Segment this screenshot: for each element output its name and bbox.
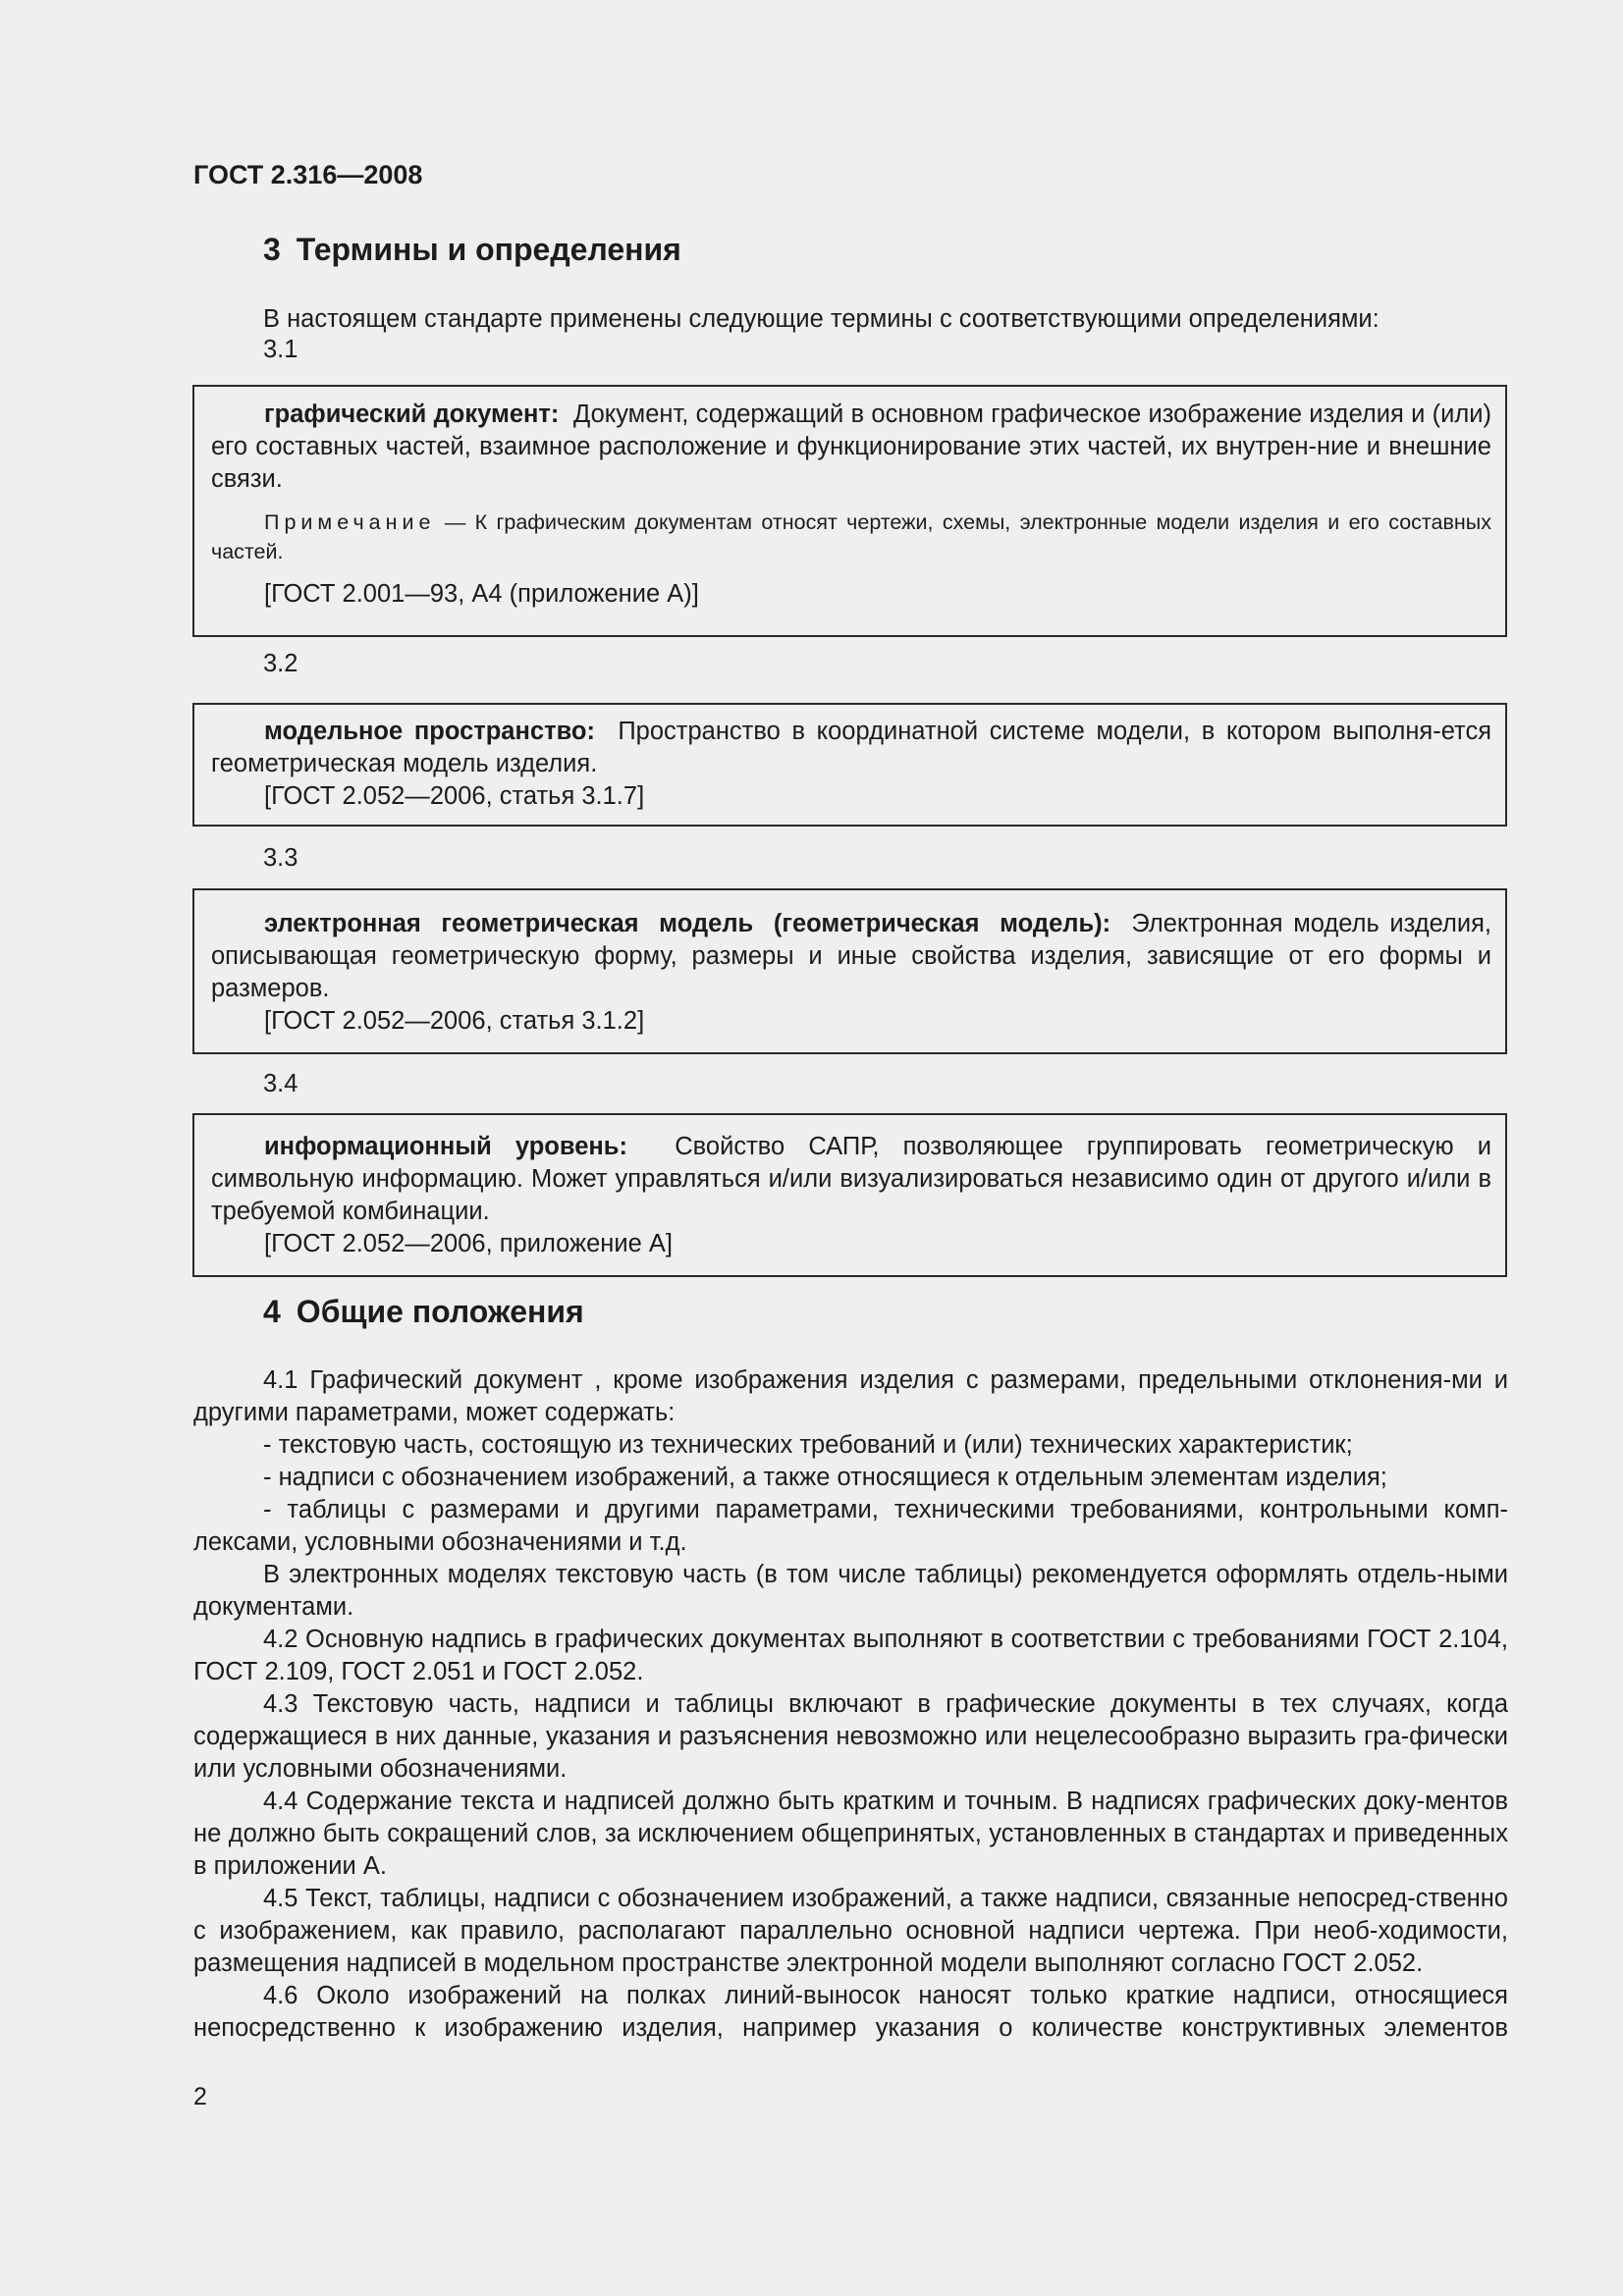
section-4-heading [263, 1294, 584, 1330]
list-item: - таблицы с размерами и другими параметрами, техническими требованиями, контрольными комп-лексами, условными обозначениями и т.д. [193, 1496, 1508, 1556]
term-3-3-term: электронная геометрическая модель (геометрическая модель): [264, 910, 1111, 937]
term-3-2-number: 3.2 [263, 650, 298, 677]
term-3-4-definition [211, 1131, 1491, 1228]
section-4-title: Общие положения [296, 1294, 584, 1329]
term-3-1-source: [ГОСТ 2.001—93, А4 (приложение А)] [264, 580, 699, 608]
term-3-2-box [192, 703, 1507, 827]
section-3-title: Термины и определения [296, 232, 681, 267]
paragraph-4-5: 4.5 Текст, таблицы, надписи с обозначением изображений, а также надписи, связанные непосред-ственно с изображением, как правило, располагают параллельно основной надписи чертежа. При необ-ходимости, размещения надписей в модельном пространстве электронной модели выполняют согласно ГОСТ 2.052. [193, 1885, 1508, 1977]
section-3-heading [263, 232, 681, 268]
term-3-2-term: модельное пространство: [264, 718, 595, 745]
term-3-3-number: 3.3 [263, 844, 298, 872]
term-3-4-term: информационный уровень: [264, 1133, 627, 1160]
term-3-1-definition [211, 399, 1491, 496]
term-3-2-text: Пространство в координатной системе модели, в котором выполня-ется геометрическая модель изделия. [211, 718, 1492, 777]
term-3-1-term: графический документ: [264, 400, 560, 428]
term-3-4-text: Свойство САПР, позволяющее группировать геометрическую и символьную информацию. Может управляться и/или визуализироваться независимо один от другого и/или в требуемой комбинации. [211, 1133, 1491, 1225]
section-4-body [193, 1364, 1508, 2045]
page-number: 2 [193, 2083, 207, 2110]
term-3-4-box [192, 1113, 1507, 1277]
paragraph-4-4: 4.4 Содержание текста и надписей должно быть кратким и точным. В надписях графических доку-ментов не должно быть сокращений слов, за исключением общепринятых, установленных в стандартах и приведенных в приложении А. [193, 1788, 1508, 1880]
term-3-3-source: [ГОСТ 2.052—2006, статья 3.1.2] [264, 1007, 645, 1035]
paragraph-4-1-b: В электронных моделях текстовую часть (в том числе таблицы) рекомендуется оформлять отдель-ными документами. [193, 1561, 1508, 1621]
list-item: - текстовую часть, состоящую из технических требований и (или) технических характеристик; [263, 1431, 1353, 1459]
term-3-3-definition [211, 908, 1491, 1005]
term-3-3-box [192, 888, 1507, 1054]
term-3-1-box [192, 385, 1507, 637]
term-3-2-definition [211, 716, 1491, 780]
section-4-number: 4 [263, 1294, 281, 1329]
note-label: Примечание [264, 510, 436, 534]
paragraph-4-3: 4.3 Текстовую часть, надписи и таблицы включают в графические документы в тех случаях, когда содержащиеся в них данные, указания и разъяснения невозможно или нецелесообразно выразить гра-фически или условными обозначениями. [193, 1690, 1508, 1783]
section-3-intro: В настоящем стандарте применены следующие термины с соответствующими определениями: [263, 305, 1380, 333]
note-text: — К графическим документам относят чертежи, схемы, электронные модели изделия и его составных частей. [211, 510, 1491, 563]
term-3-3-text: Электронная модель изделия, описывающая геометрическую форму, размеры и иные свойства изделия, зависящие от его формы и размеров. [211, 910, 1491, 1002]
section-3-number: 3 [263, 232, 281, 267]
term-3-4-number: 3.4 [263, 1070, 298, 1097]
term-3-4-source: [ГОСТ 2.052—2006, приложение А] [264, 1230, 673, 1257]
paragraph-4-1: 4.1 Графический документ , кроме изображения изделия с размерами, предельными отклонения-ми и другими параметрами, может содержать: [193, 1366, 1508, 1426]
term-3-1-text: Документ, содержащий в основном графическое изображение изделия и (или) его составных частей, взаимное расположение и функционирование этих частей, их внутрен-ние и внешние связи. [211, 400, 1492, 493]
paragraph-4-2: 4.2 Основную надпись в графических документах выполняют в соответствии с требованиями ГОСТ 2.104, ГОСТ 2.109, ГОСТ 2.051 и ГОСТ 2.052. [193, 1626, 1508, 1685]
term-3-1-number: 3.1 [263, 336, 298, 363]
term-3-1-note [211, 507, 1491, 566]
term-3-2-source: [ГОСТ 2.052—2006, статья 3.1.7] [264, 782, 645, 810]
list-item: - надписи с обозначением изображений, а также относящиеся к отдельным элементам изделия; [263, 1464, 1387, 1491]
paragraph-4-6: 4.6 Около изображений на полках линий-выносок наносят только краткие надписи, относящиеся непосредственно к изображению изделия, например указания о количестве конструктивных элементов [193, 1982, 1508, 2042]
document-header: ГОСТ 2.316—2008 [193, 160, 423, 189]
